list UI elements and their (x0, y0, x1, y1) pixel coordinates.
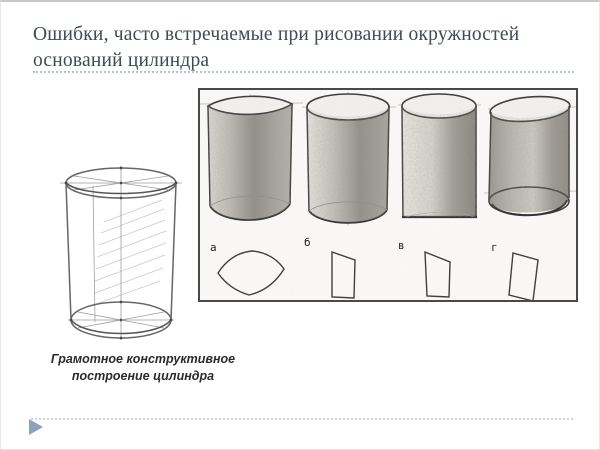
slide-bullet-arrow-icon (29, 419, 43, 435)
figure-caption-line1: Грамотное конструктивное (50, 352, 236, 366)
footer-separator-line (31, 418, 573, 420)
panel-label-g: г (491, 241, 498, 254)
wireframe-cylinder-figure (46, 154, 196, 354)
figure-caption-line2: построение цилиндра (71, 369, 215, 383)
errors-panel-figure (198, 88, 578, 302)
page-title: Ошибки, часто встречаемые при рисовании окружностей оснований цилиндра (33, 24, 520, 71)
figure-caption (29, 351, 257, 385)
title-separator-line (33, 71, 574, 73)
errors-panel-drawing (200, 90, 576, 300)
panel-label-b: б (304, 236, 311, 249)
panel-label-a: а (210, 241, 217, 254)
panel-label-v: в (398, 239, 405, 252)
wireframe-cylinder-drawing (46, 154, 196, 354)
